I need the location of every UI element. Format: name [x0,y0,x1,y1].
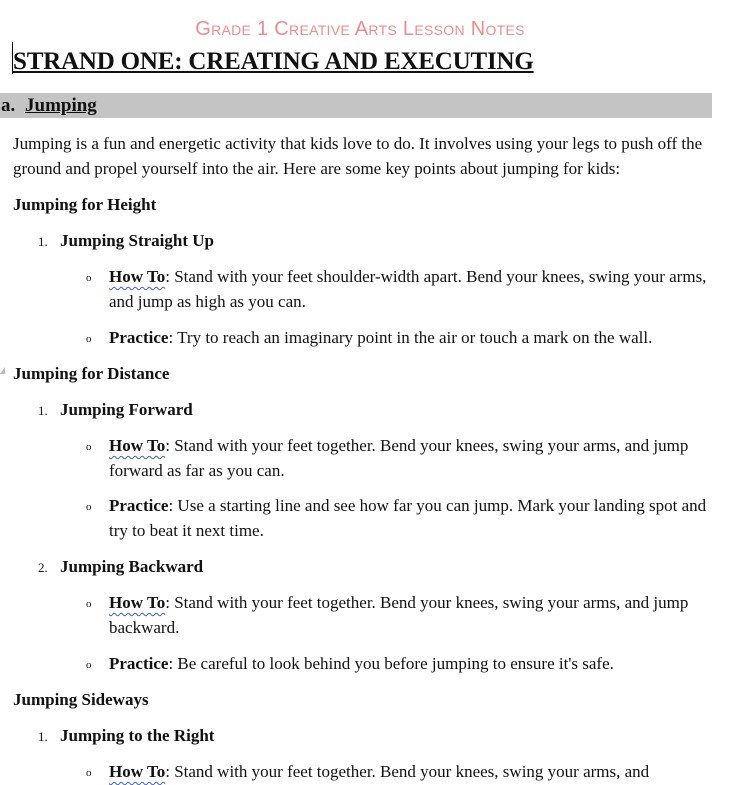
bullet-label: How To [109,593,166,612]
bullet-text [109,325,709,350]
bullet-body: : Stand with your feet together. Bend your knees, swing your arms, and jump backward. [109,593,689,637]
bullet-body: : Stand with your feet shoulder-width apart. Bend your knees, swing your arms, and jump as high as you can. [109,267,707,311]
bullet-label: How To [109,762,166,781]
collapse-marker-icon[interactable] [0,367,5,374]
bullet-text [109,493,709,543]
bullet-label: How To [109,267,166,286]
bullet-icon: o [86,441,92,453]
list-item-title: Jumping Straight Up [60,231,214,250]
bullet-icon: o [86,501,92,513]
bullet-body: : Stand with your feet together. Bend your knees, swing your arms, and [165,762,650,781]
intro-paragraph: Jumping is a fun and energetic activity that kids love to do. It involves using your legs to push off the ground and propel yourself into the air. Here are some key points about jumping for kids: [13,134,703,178]
section-heading-height: Jumping for Height [13,195,157,214]
list-item-title: Jumping Backward [60,557,204,576]
strand-title: STRAND ONE: CREATING AND EXECUTING [13,48,534,75]
bullet-text [109,590,709,640]
bullet-body: : Try to reach an imaginary point in the air or touch a mark on the wall. [168,328,653,347]
section-heading-sideways: Jumping Sideways [13,690,149,709]
bullet-label: Practice [109,654,169,673]
list-item-title: Jumping to the Right [60,726,215,745]
bullet-text [109,651,709,676]
bullet-body: : Use a starting line and see how far you can jump. Mark your landing spot and try to beat it next time. [109,496,707,540]
subsection-heading [0,93,712,118]
list-number: 1. [38,403,48,418]
bullet-text [109,264,709,314]
bullet-label: Practice [109,496,169,515]
bullet-icon: o [86,767,92,779]
bullet-text [109,759,709,784]
bullet-body: : Be careful to look behind you before jumping to ensure it's safe. [168,654,614,673]
bullet-body: : Stand with your feet together. Bend your knees, swing your arms, and jump forward as far as you can. [109,436,689,480]
bullet-icon: o [86,598,92,610]
list-number: 2. [38,560,48,575]
bullet-text [109,433,709,483]
bullet-label: Practice [109,328,169,347]
page-header: Grade 1 Creative Arts Lesson Notes [195,18,525,40]
list-number: 1. [38,729,48,744]
bullet-icon: o [86,659,92,671]
bullet-icon: o [86,272,92,284]
bullet-icon: o [86,333,92,345]
bullet-label: How To [109,436,166,455]
subsection-title: Jumping [25,95,97,116]
section-heading-distance: Jumping for Distance [13,364,170,383]
list-number: 1. [38,234,48,249]
list-item-title: Jumping Forward [60,400,193,419]
subsection-letter: a. [1,95,16,116]
